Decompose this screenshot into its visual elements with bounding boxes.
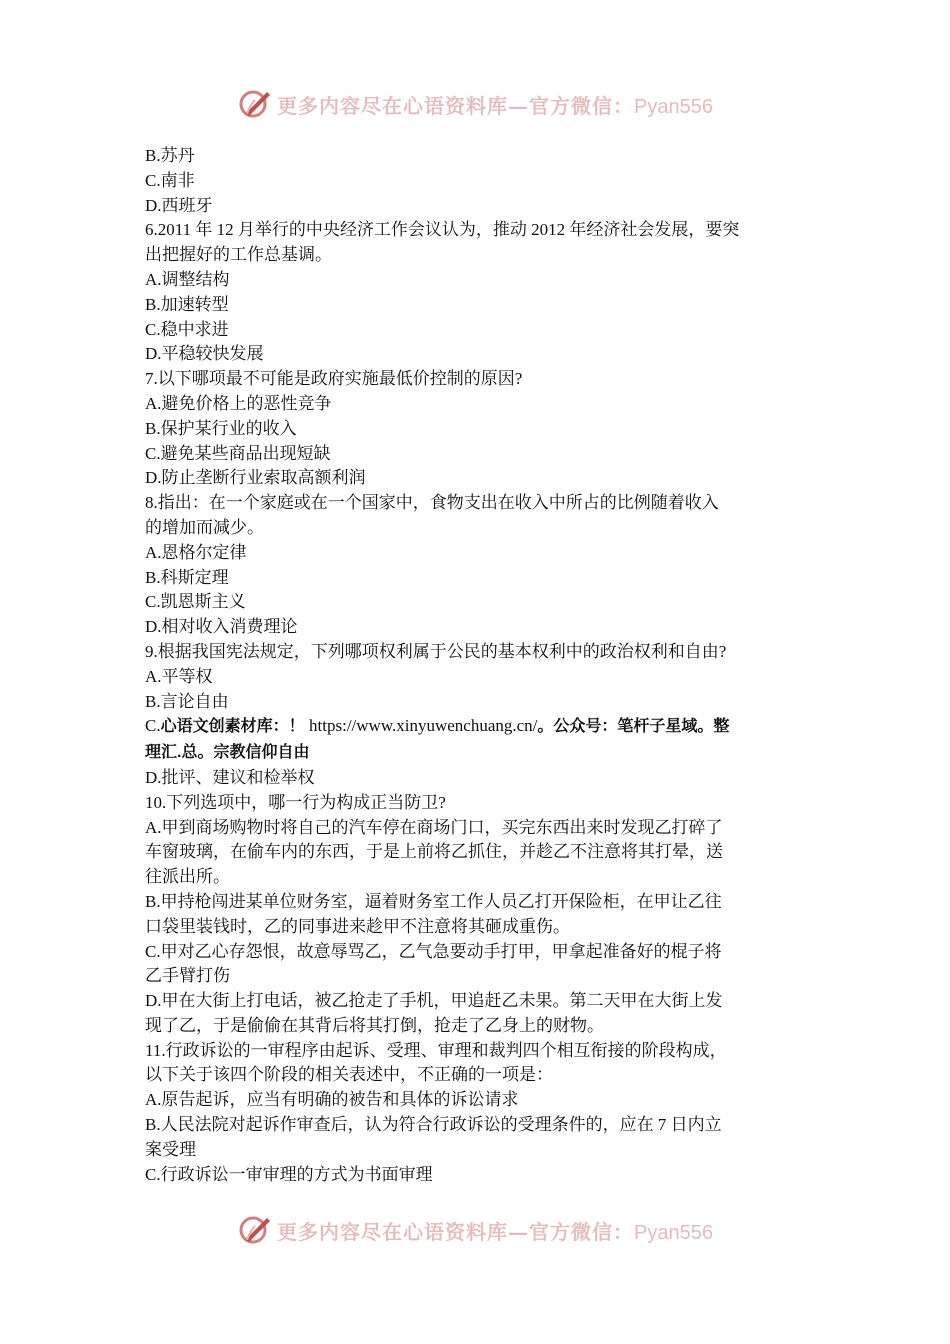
text-line: B.苏丹 [145, 146, 195, 165]
watermark-url[interactable]: https://www.xinyuwenchuang.cn/ [309, 716, 538, 736]
option-c: C.凯恩斯主义 [145, 592, 246, 612]
text-line: 出把握好的工作总基调。 [145, 245, 332, 265]
option-a: A.甲到商场购物时将自己的汽车停在商场门口，买完东西出来时发现乙打碎了 [145, 817, 723, 837]
text-line: 口袋里装钱时，乙的同事进来趁甲不注意将其砸成重伤。 [145, 916, 570, 936]
text-line: C.南非 [145, 170, 195, 190]
option-d: D.平稳较快发展 [145, 344, 264, 364]
option-c: C.行政诉讼一审审理的方式为书面审理 [145, 1164, 433, 1184]
option-b: B.人民法院对起诉作审查后，认为符合行政诉讼的受理条件的，应在 7 日内立 [145, 1115, 722, 1135]
question-8: 8.指出：在一个家庭或在一个国家中，食物支出在收入中所占的比例随着收入 [145, 493, 719, 513]
option-c-continued: 理汇.总。宗教信仰自由 [145, 744, 310, 762]
text-line: 现了乙，于是偷偷在其背后将其打倒，抢走了乙身上的财物。 [145, 1015, 604, 1035]
option-b: B.甲持枪闯进某单位财务室，逼着财务室工作人员乙打开保险柜，在甲让乙往 [145, 891, 722, 911]
document-body [145, 144, 810, 1187]
question-6: 6.2011 年 12 月举行的中央经济工作会议认为，推动 2012 年经济社会发展，要突 [145, 220, 740, 240]
text-line: 以下关于该四个阶段的相关表述中，不正确的一项是： [145, 1065, 553, 1085]
banner-text: 更多内容尽在心语资料库—官方微信：Pyan556 [277, 93, 713, 118]
option-d: D.甲在大街上打电话，被乙抢走了手机，甲追赶乙未果。第二天甲在大街上发 [145, 991, 723, 1011]
option-a: A.平等权 [145, 666, 213, 686]
text-line: 车窗玻璃，在偷车内的东西，于是上前将乙抓住，并趁乙不注意将其打晕，送 [145, 842, 723, 862]
watermark-text: 心语文创素材库：！ [160, 718, 310, 736]
quill-logo-icon [237, 86, 273, 122]
question-7: 7.以下哪项最不可能是政府实施最低价控制的原因? [145, 369, 523, 389]
option-a: A.原告起诉，应当有明确的被告和具体的诉讼请求 [145, 1090, 519, 1110]
header-banner [0, 82, 950, 126]
option-b: B.科斯定理 [145, 567, 229, 587]
text-line: 案受理 [145, 1139, 196, 1159]
option-c: C.稳中求进 [145, 319, 229, 339]
text-line: 往派出所。 [145, 867, 230, 887]
watermark-text: 。公众号：笔杆子星域。整 [537, 718, 730, 736]
question-9: 9.根据我国宪法规定，下列哪项权利属于公民的基本权利中的政治权利和自由? [145, 641, 727, 661]
option-a: A.恩格尔定律 [145, 542, 247, 562]
option-d: D.防止垄断行业索取高额利润 [145, 468, 366, 488]
text-line: 的增加而减少。 [145, 517, 264, 537]
option-b: B.保护某行业的收入 [145, 418, 297, 438]
text-line: D.西班牙 [145, 195, 213, 215]
option-b: B.加速转型 [145, 294, 229, 314]
option-d: D.相对收入消费理论 [145, 617, 298, 637]
option-c: C.甲对乙心存怨恨，故意辱骂乙，乙气急要动手打甲，甲拿起准备好的棍子将 [145, 941, 722, 961]
quill-logo-icon [237, 1212, 273, 1248]
option-c-watermarked: C.心语文创素材库：！ https://www.xinyuwenchuang.cn/。公众号：笔杆子星域。整 [145, 716, 730, 736]
option-d: D.批评、建议和检举权 [145, 767, 315, 787]
option-a: A.避免价格上的恶性竞争 [145, 393, 332, 413]
option-a: A.调整结构 [145, 269, 230, 289]
banner-text: 更多内容尽在心语资料库—官方微信：Pyan556 [277, 1219, 713, 1244]
footer-banner [0, 1208, 950, 1252]
option-b: B.言论自由 [145, 691, 229, 711]
question-11: 11.行政诉讼的一审程序由起诉、受理、审理和裁判四个相互衔接的阶段构成， [145, 1040, 727, 1060]
option-c: C.避免某些商品出现短缺 [145, 443, 331, 463]
question-10: 10.下列选项中，哪一行为构成正当防卫? [145, 792, 446, 812]
text-line: 乙手臂打伤 [145, 966, 230, 986]
